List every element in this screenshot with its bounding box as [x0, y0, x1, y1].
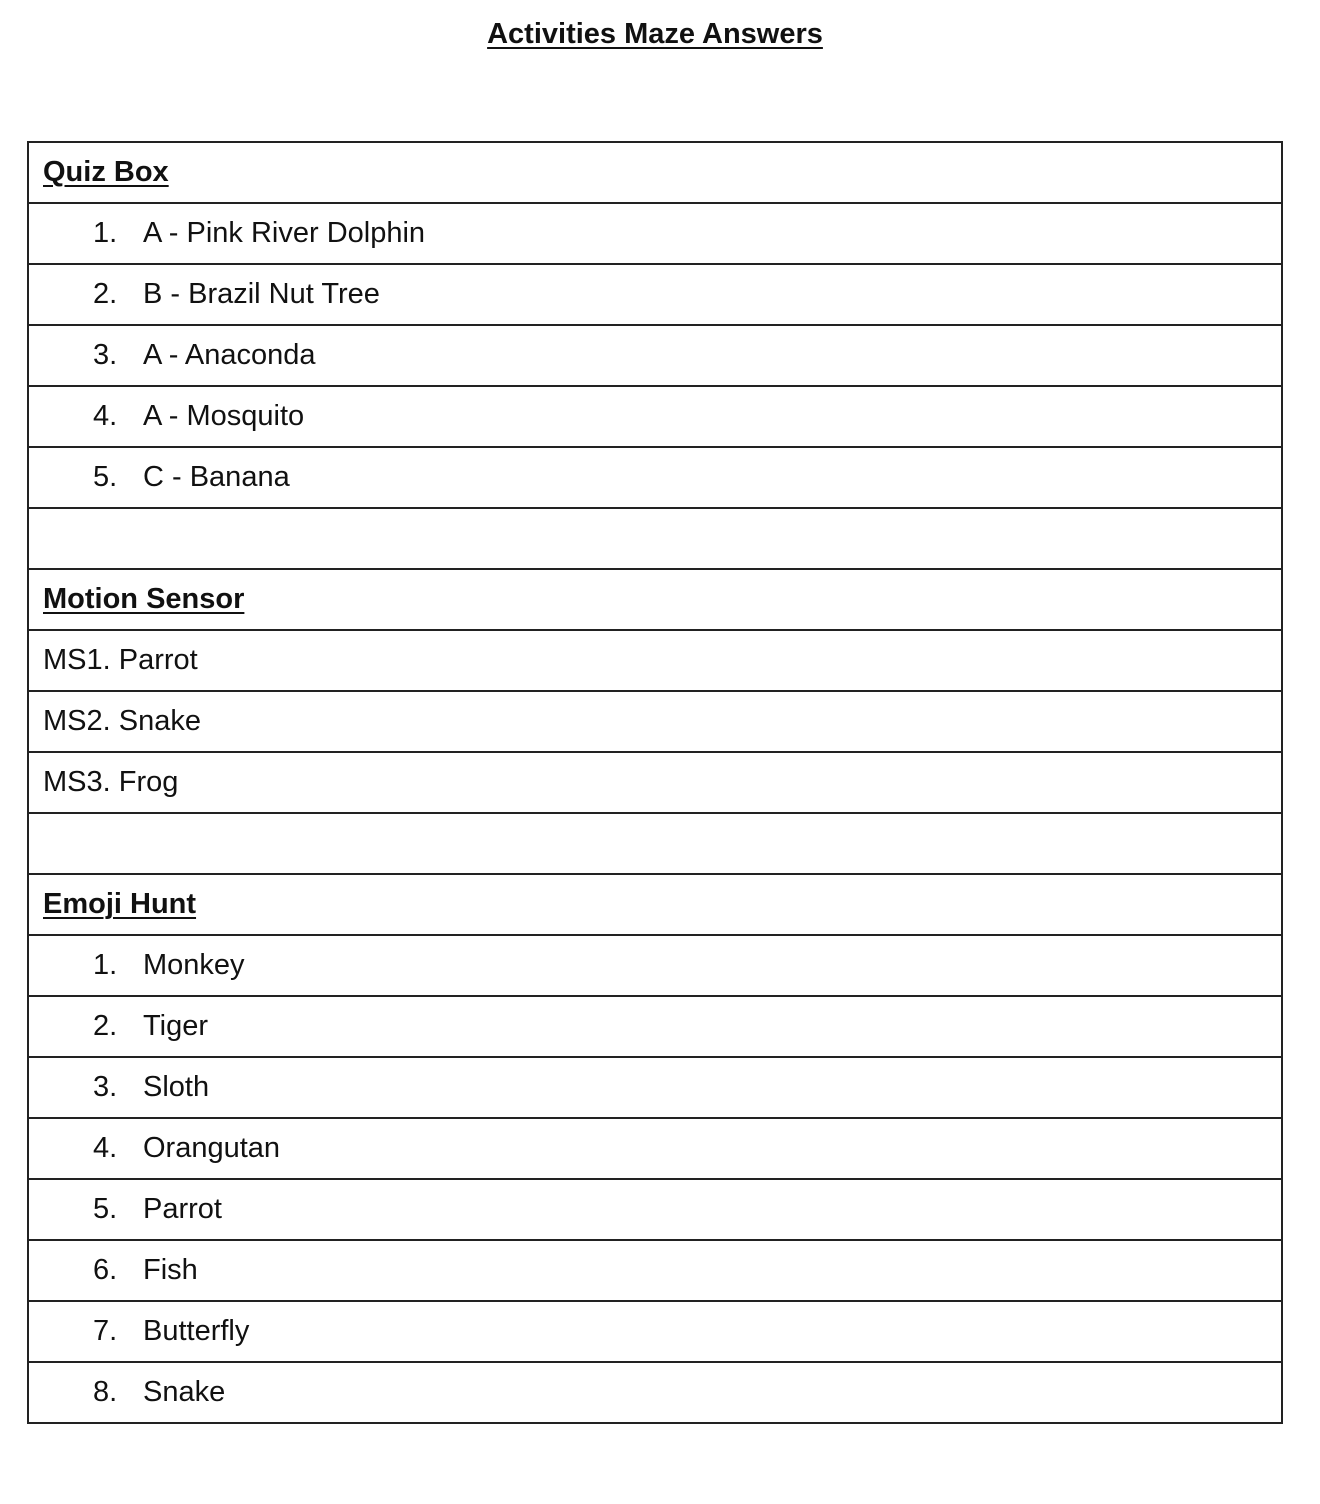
empty-row: [28, 508, 1282, 569]
item-number: 8.: [93, 1376, 118, 1408]
table-row: [28, 1057, 1282, 1118]
item-number: 3.: [93, 339, 118, 371]
table-row: [28, 935, 1282, 996]
section-heading-emoji-hunt: [28, 874, 1282, 935]
emoji-answer: Butterfly: [143, 1315, 250, 1347]
table-row: [28, 1179, 1282, 1240]
item-number: 5.: [93, 461, 118, 493]
motion-sensor-answer: MS1. Parrot: [28, 630, 1282, 691]
table-row: [28, 691, 1282, 752]
table-row: [28, 203, 1282, 264]
quiz-answer: A - Anaconda: [143, 339, 316, 371]
motion-sensor-answer: MS2. Snake: [28, 691, 1282, 752]
emoji-answer: Orangutan: [143, 1132, 281, 1164]
table-row: [28, 752, 1282, 813]
quiz-answer: B - Brazil Nut Tree: [143, 278, 380, 310]
item-number: 6.: [93, 1254, 118, 1286]
emoji-answer: Fish: [143, 1254, 198, 1286]
table-row: [28, 386, 1282, 447]
item-number: 2.: [93, 1010, 118, 1042]
table-row: [28, 630, 1282, 691]
item-number: 1.: [93, 217, 118, 249]
table-row: [28, 325, 1282, 386]
item-number: 7.: [93, 1315, 118, 1347]
quiz-answer: A - Mosquito: [143, 400, 305, 432]
quiz-answer: C - Banana: [143, 461, 290, 493]
motion-sensor-answer: MS3. Frog: [28, 752, 1282, 813]
page-title: Activities Maze Answers: [487, 18, 823, 50]
emoji-answer: Parrot: [143, 1193, 222, 1225]
answers-table: [27, 141, 1283, 1424]
item-number: 4.: [93, 1132, 118, 1164]
emoji-answer: Sloth: [143, 1071, 210, 1103]
table-row: [28, 1240, 1282, 1301]
table-row: [28, 264, 1282, 325]
item-number: 1.: [93, 949, 118, 981]
item-number: 3.: [93, 1071, 118, 1103]
quiz-answer: A - Pink River Dolphin: [143, 217, 426, 249]
quiz-box-heading: Quiz Box: [43, 156, 169, 188]
item-number: 4.: [93, 400, 118, 432]
table-row: [28, 447, 1282, 508]
motion-sensor-heading: Motion Sensor: [43, 583, 245, 615]
table-row: [28, 996, 1282, 1057]
emoji-answer: Tiger: [143, 1010, 208, 1042]
empty-row: [28, 813, 1282, 874]
table-row: [28, 1118, 1282, 1179]
emoji-answer: Snake: [143, 1376, 226, 1408]
item-number: 5.: [93, 1193, 118, 1225]
table-row: [28, 1362, 1282, 1423]
section-heading-motion-sensor: [28, 569, 1282, 630]
emoji-answer: Monkey: [143, 949, 245, 981]
table-row: [28, 1301, 1282, 1362]
item-number: 2.: [93, 278, 118, 310]
emoji-hunt-heading: Emoji Hunt: [43, 888, 197, 920]
section-heading-quiz-box: [28, 142, 1282, 203]
